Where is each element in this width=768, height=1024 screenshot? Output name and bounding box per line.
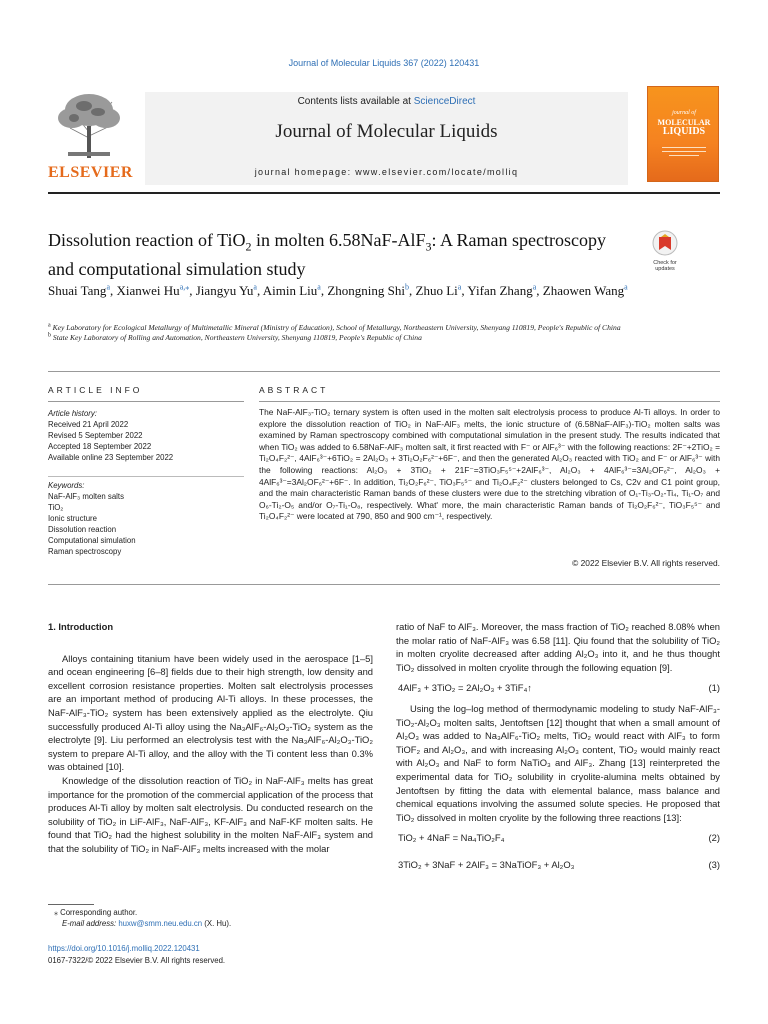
author-name[interactable]: Zhuo Li xyxy=(415,283,458,298)
paragraph: Alloys containing titanium have been widely used in the aerospace [1–5] and ocean engineering [6–8] fields due to their high strength, low density and excellent corrosion resistance properties. Molten salt electrolysis processes are an important method of producing Al-Ti alloys. In these processes, the NaF-AlF₃-TiO₂ system has been extensively applied as the electrolyte. Qiu successfully produced Al-Ti alloy using the Na₃AlF₆-Al₂O₃-TiO₂ system as the electrolyte [9]. Liu performed an electrolysis test with the Na₃AlF₆-Al₂O₃-TiO₂ system to prepare Al-Ti alloy, and the alloy with the Ti content less than 0.3% was obtained [10]. xyxy=(48,652,373,773)
cover-title-line-1: journal of xyxy=(672,110,696,116)
affiliation-b-text: State Key Laboratory of Rolling and Automation, Northeastern University, Shenyang 110819, People's Republic of China xyxy=(52,333,422,342)
author-name[interactable]: Xianwei Hu xyxy=(116,283,180,298)
author-name[interactable]: Yifan Zhang xyxy=(467,283,533,298)
history-item: Accepted 18 September 2022 xyxy=(48,442,152,451)
author-affiliation-marker[interactable]: a xyxy=(317,282,321,292)
homepage-prefix: journal homepage: xyxy=(254,167,356,177)
doi-link[interactable]: https://doi.org/10.1016/j.molliq.2022.120431 xyxy=(48,944,200,953)
article-info-heading: ARTICLE INFO xyxy=(48,385,143,395)
body-divider xyxy=(48,584,720,585)
abstract-divider xyxy=(259,401,720,402)
history-item: Available online 23 September 2022 xyxy=(48,453,174,462)
journal-citation-link[interactable]: Journal of Molecular Liquids 367 (2022) 120431 xyxy=(288,58,480,68)
affiliation-a: $^a$ Key Laboratory for Ecological Metallurgy of Multimetallic Mineral (Ministry of Education), School of Metallurgy, Northeastern University, Shenyang 110819, People's Republic of China xyxy=(48,322,621,332)
keyword-item: Dissolution reaction xyxy=(48,525,117,534)
author-separator: , xyxy=(536,283,543,298)
author-separator: , xyxy=(461,283,468,298)
body-column-right xyxy=(396,620,720,885)
author-list xyxy=(48,282,678,299)
author-name[interactable]: Zhaowen Wang xyxy=(542,283,625,298)
author-affiliation-marker[interactable]: a xyxy=(457,282,462,292)
title-subscript: 2 xyxy=(245,239,252,254)
article-title xyxy=(48,229,608,280)
keyword-item: TiO₂ xyxy=(48,503,64,512)
equation-1 xyxy=(398,681,720,695)
check-updates-icon xyxy=(648,230,682,256)
paragraph: Using the log–log method of thermodynamic modeling to study NaF-AlF₃-TiO₂-Al₂O₃ molten salts, Jentoftsen [12] thought that when a small amount of Al₂O₃ was added to Na₃AlF₆-TiO₂ melts, TiO₂ would react with AlF₃ to form TiOF₂ and Al₂O₃, and with increasing Al₂O₃ content, TiO₂ would mainly react with Al₂O₃ and NaF to form NaTiO₃ and AlF₃. Zhang [13] reinterpreted the experimental data for TiO₂ solubility in cryolite-alumina melts obtained by Jentoftsen by fitting the data with elemental balance, mass balance and chemical equations involving the assumed solute species. He proposed that TiO₂ dissolved in molten cryolite by the following three reactions [13]: xyxy=(396,702,720,823)
affiliation-a-text: Key Laboratory for Ecological Metallurgy of Multimetallic Mineral (Ministry of Education), School of Metallurgy, Northeastern University, Shenyang 110819, People's Republic of China xyxy=(52,323,621,332)
check-updates-label-2: updates xyxy=(655,266,675,272)
email-suffix: (X. Hu). xyxy=(202,919,232,928)
author-name[interactable]: Aimin Liu xyxy=(262,283,318,298)
journal-header-band xyxy=(145,92,628,185)
equation-text: 3TiO₂ + 3NaF + 2AlF₃ = 3NaTiOF₃ + Al₂O₃ xyxy=(398,858,575,870)
check-for-updates-button[interactable] xyxy=(648,230,682,270)
contents-line xyxy=(145,96,628,107)
article-history xyxy=(48,408,244,463)
author-affiliation-marker[interactable]: b xyxy=(405,282,410,292)
paragraph: ratio of NaF to AlF₃. Moreover, the mass fraction of TiO₂ reached 8.08% when the molar ratio of NaF-AlF₃ was 6.58 [11]. Qiu found that the solubility of TiO₂ in molten cryolite decreased after adding Al₂O₃ into it, and he thus thought TiO₂ dissolved in molten cryolite through the following equation [9]. xyxy=(396,621,720,673)
journal-cover-thumbnail[interactable] xyxy=(647,86,719,182)
contents-prefix: Contents lists available at xyxy=(297,96,414,107)
author-affiliation-marker[interactable]: a xyxy=(106,282,110,292)
author-separator: , xyxy=(409,283,416,298)
keywords-label: Keywords: xyxy=(48,481,85,490)
abstract-text: The NaF-AlF₃-TiO₂ ternary system is often used in the molten salt electrolysis process to produce Al-Ti alloys. In order to explore the dissolution reaction of TiO₂ in NaF-AlF₃ melts, the ionic structure of (6.58NaF-AlF₃)-TiO₂ molten salts was examined by Raman spectroscopy combined with computational simulation in the present study. The results indicated that when TiO₂ was added to 6.58NaF-AlF₃ molten salt, it first reacted with F⁻ or AlF₆³⁻ with the following reactions: 2F⁻+2TiO₂ = Ti₂O₄F₂²⁻, 4AlF₆³⁻+6TiO₂ = 2Al₂O₃ + 3Ti₂O₂F₆²⁻+6F⁻, and then the generated Al₂O₃ reacted with TiO₂ and F⁻ or AlF₆³⁻ with the following reactions: Al₂O₃ + 3TiO₂ + 21F⁻=3TiO₃F₅⁵⁻+2AlF₆³⁻, Al₂O₃ + 4AlF₆³⁻=3Al₂OF₆²⁻, Al₂O₃ + 4AlF₆³⁻=3Al₂OF₆²⁻+6F⁻. In addition, Ti₂O₂F₆²⁻, TiO₃F₅⁵⁻ and Ti₂O₄F₂²⁻ clusters belonged to Cs, C2v and C1 point group, and the main characteristic Raman bands of these clusters were due to the stretching vibration of O₁-Ti₃-O₂-Ti₄, Ti₁-O₇ and O₆-Ti₂-O₅ and/or O₇-Ti₁-O₈, respectively. What' more, the main characteristic Raman bands of Ti₂O₂F₆²⁻, TiO₃F₅⁵⁻ and Ti₂O₄F₂²⁻ were located at 790, 850 and 900 cm⁻¹, respectively. xyxy=(259,407,720,522)
footnote-divider xyxy=(48,904,94,905)
author-affiliation-marker[interactable]: a xyxy=(253,282,257,292)
email-link[interactable]: huxw@smm.neu.edu.cn xyxy=(118,919,203,928)
abstract-heading: ABSTRACT xyxy=(259,385,329,395)
article-info-divider xyxy=(48,401,244,402)
cover-decoration xyxy=(669,155,699,156)
cover-decoration xyxy=(662,147,706,148)
elsevier-wordmark: ELSEVIER xyxy=(48,164,133,181)
affiliation-b: $^b$ State Key Laboratory of Rolling and Automation, Northeastern University, Shenyang 110819, People's Republic of China xyxy=(48,332,422,342)
author-affiliation-marker[interactable]: a,⁎ xyxy=(179,282,190,292)
abstract-copyright: © 2022 Elsevier B.V. All rights reserved. xyxy=(572,558,720,568)
email-line xyxy=(48,918,373,929)
paragraph: Knowledge of the dissolution reaction of TiO₂ in NaF-AlF₃ melts has great importance for the promotion of the commercial application of the process that produces Al-Ti alloy by molten salt electrolysis. Du conducted research on the solubility of TiO₂ in LiF-AlF₃, NaF-AlF₃, KF-AlF₃ and NaF-KF molten salts. He found that TiO₂ had the highest solubility in the molten NaF-AlF₃ system and that the solubility of TiO₂ in NaF-AlF₃ melts increased with the molar xyxy=(48,774,373,854)
keywords-divider xyxy=(48,476,244,477)
footnote xyxy=(48,907,373,929)
equation-2 xyxy=(398,831,720,845)
email-label: E-mail address: xyxy=(62,919,119,928)
author-name[interactable]: Jiangyu Yu xyxy=(195,283,254,298)
keyword-item: NaF-AlF₃ molten salts xyxy=(48,492,124,501)
elsevier-tree-icon xyxy=(54,92,124,160)
equation-number: (2) xyxy=(708,832,720,844)
author-separator: , xyxy=(256,283,263,298)
cover-title-line-2: MOLECULAR xyxy=(657,118,711,127)
history-label: Article history: xyxy=(48,409,97,418)
equation-3 xyxy=(398,858,720,872)
keyword-item: Raman spectroscopy xyxy=(48,547,122,556)
journal-homepage xyxy=(145,167,628,177)
cover-title xyxy=(648,109,720,136)
elsevier-logo[interactable] xyxy=(48,92,133,184)
issn-line: 0167-7322/© 2022 Elsevier B.V. All rights reserved. xyxy=(48,956,226,965)
author-separator: , xyxy=(320,283,328,298)
author-affiliation-marker[interactable]: a xyxy=(624,282,628,292)
author-name[interactable]: Shuai Tang xyxy=(48,283,107,298)
check-updates-label-1: Check for xyxy=(653,260,677,266)
corresponding-author-note: ⁎ Corresponding author. xyxy=(54,908,138,917)
equation-text: TiO₂ + 4NaF = Na₄TiO₂F₄ xyxy=(398,832,505,844)
equation-text: 4AlF₃ + 3TiO₂ = 2Al₂O₃ + 3TiF₄↑ xyxy=(398,682,532,694)
title-text: : A Raman spectroscopy and computational simulation study xyxy=(48,230,606,279)
header-divider xyxy=(48,192,720,194)
body-column-left xyxy=(48,620,373,856)
keyword-item: Computational simulation xyxy=(48,536,136,545)
keyword-item: Ionic structure xyxy=(48,514,97,523)
section-divider xyxy=(48,371,720,372)
history-item: Revised 5 September 2022 xyxy=(48,431,143,440)
sciencedirect-link[interactable]: ScienceDirect xyxy=(413,96,476,107)
title-text: Dissolution reaction of TiO xyxy=(48,230,246,250)
cover-decoration xyxy=(662,151,706,152)
homepage-link[interactable]: www.elsevier.com/locate/molliq xyxy=(355,167,519,177)
author-separator: , xyxy=(189,283,196,298)
author-name[interactable]: Zhongning Shi xyxy=(327,283,406,298)
affiliations xyxy=(48,323,720,343)
title-text: in molten 6.58NaF-AlF xyxy=(251,230,426,250)
equation-number: (3) xyxy=(708,858,720,870)
journal-name: Journal of Molecular Liquids xyxy=(275,121,498,142)
author-separator: , xyxy=(110,283,117,298)
keywords xyxy=(48,480,244,557)
equation-number: (1) xyxy=(708,682,720,694)
cover-title-line-3: LIQUIDS xyxy=(662,126,706,137)
title-subscript: 3 xyxy=(425,239,432,254)
author-affiliation-marker[interactable]: a xyxy=(532,282,537,292)
history-item: Received 21 April 2022 xyxy=(48,420,129,429)
introduction-heading: 1. Introduction xyxy=(48,621,114,632)
